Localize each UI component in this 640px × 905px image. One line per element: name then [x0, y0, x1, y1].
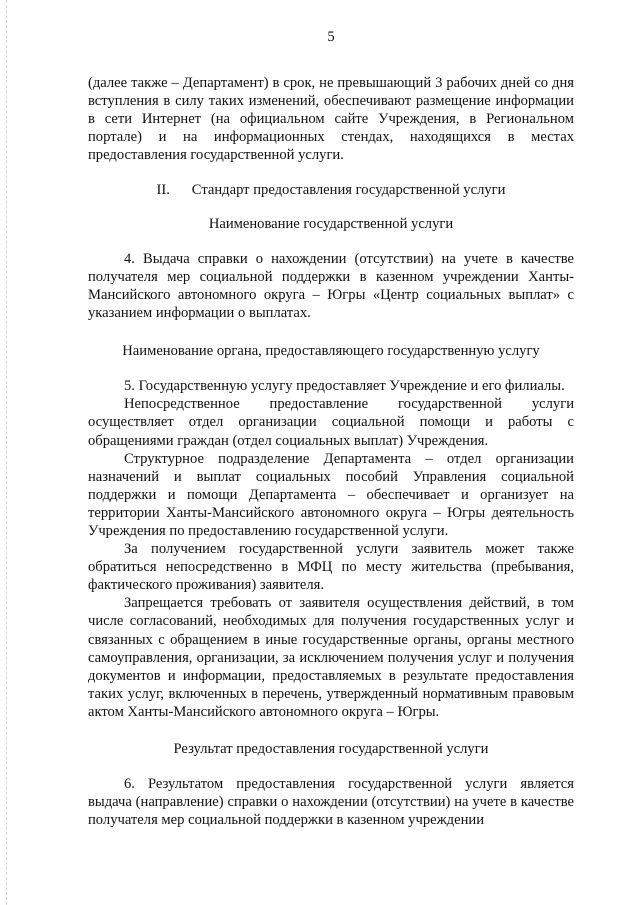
section-heading: II. Стандарт предоставления государственной услуги [156, 181, 506, 198]
paragraph-5b: Структурное подразделение Департамента – отдел организации назначений и выплат социальных пособий Управления социальной поддержки и помощи Департамента – обеспечивает и организует на территории Ханты-Мансийского автономного округа – Югры деятельность Учреждения по предоставлению государственной услуги. [88, 450, 574, 539]
paragraph-6: 6. Результатом предоставления государственной услуги является выдача (направление) справки о нахождении (отсутствии) на учете в качестве получателя мер социальной поддержки в казенном учреждении [88, 776, 574, 829]
subheading-result: Результат предоставления государственной услуги [173, 741, 489, 757]
paragraph-intro: (далее также – Департамент) в срок, не превышающий 3 рабочих дней со дня вступления в силу таких изменений, обеспечивают размещение информации в сети Интернет (на официальном сайте Учреждения, в Региональном портале) и на информационных стендах, находящихся в местах предоставления государственной услуги. [88, 75, 574, 164]
paragraph-5d: Запрещается требовать от заявителя осуществления действий, в том числе согласований, необходимых для получения государственных услуг и связанных с обращением в иные государственные органы, органы местного самоуправления, организации, за исключением получения услуг и получения документов и информации, предоставляемых в результате предоставления таких услуг, включенных в перечень, утвержденный нормативным правовым актом Ханты-Мансийского автономного округа – Югры. [88, 595, 574, 720]
paragraph-5: 5. Государственную услугу предоставляет Учреждение и его филиалы. [124, 378, 565, 395]
paragraph-5a: Непосредственное предоставление государственной услуги осуществляет отдел организации социальной помощи и работы с обращениями граждан (отдел социальных выплат) Учреждения. [88, 396, 574, 449]
subheading-service-name: Наименование государственной услуги [208, 215, 454, 232]
document-page [88, 28, 574, 829]
paragraph-4: 4. Выдача справки о нахождении (отсутствии) на учете в качестве получателя мер социальной поддержки в казенном учреждении Ханты-Мансийского автономного округа – Югры «Центр социальных выплат» с указанием информации о выплатах. [88, 250, 574, 322]
paragraph-5c: За получением государственной услуги заявитель может также обратиться непосредственно в МФЦ по месту жительства (пребывания, фактического проживания) заявителя. [88, 541, 574, 594]
page-number: 5 [327, 29, 335, 45]
subheading-providing-body: Наименование органа, предоставляющего государственную услугу [122, 343, 540, 360]
page-edge-dashes [6, 0, 8, 905]
